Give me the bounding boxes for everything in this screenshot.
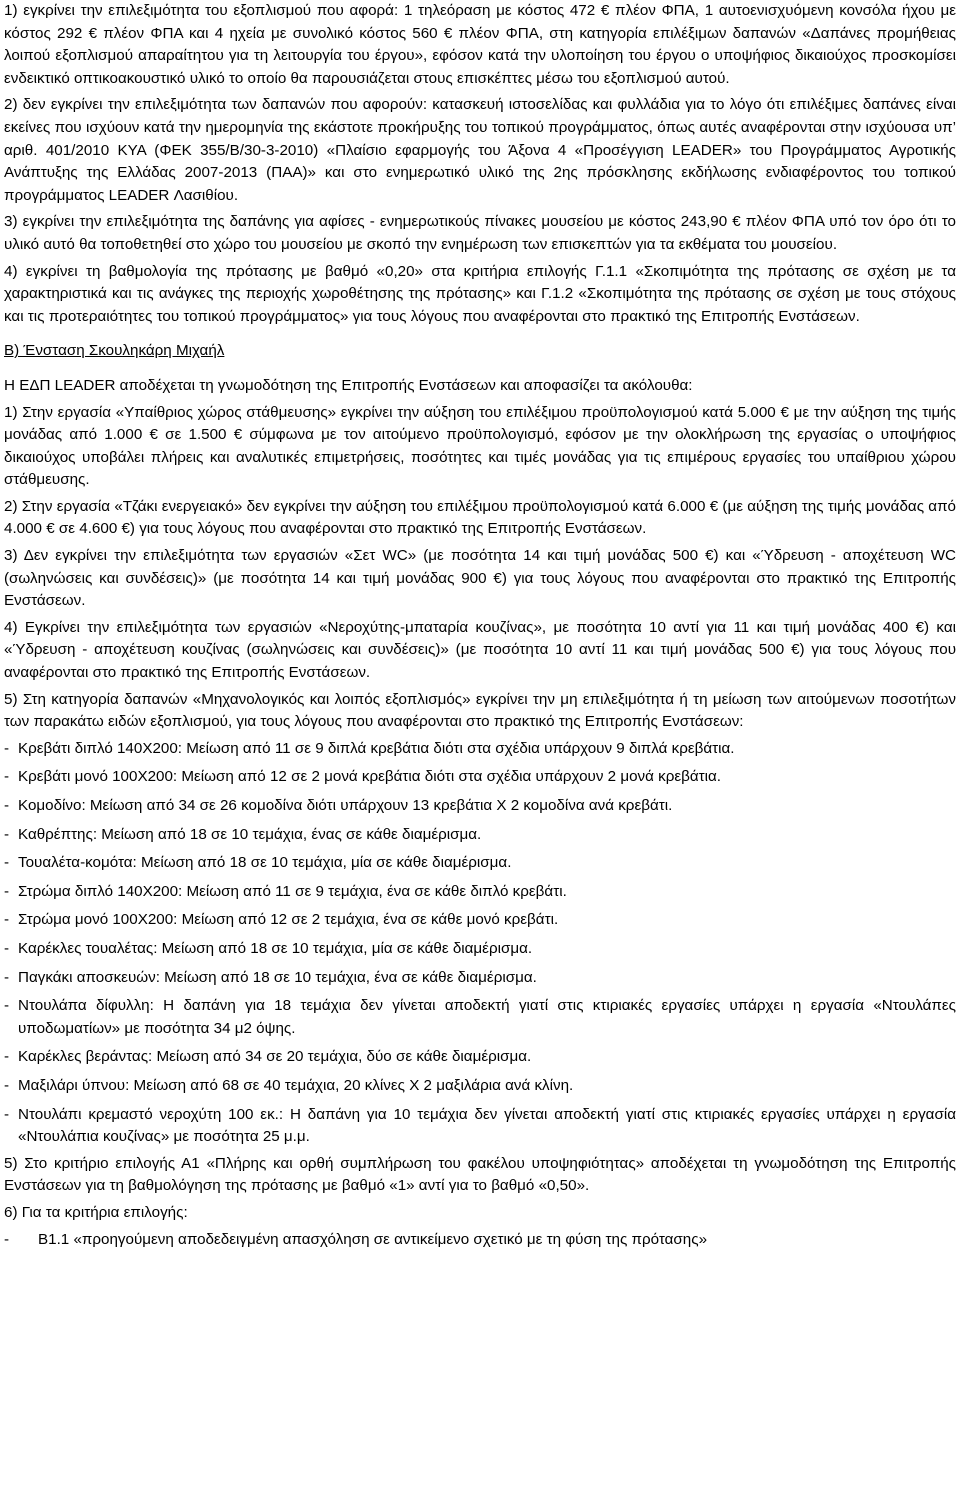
list-item: - Καρέκλες βεράντας: Μείωση από 34 σε 20 τεμάχια, δύο σε κάθε διαμέρισμα. xyxy=(4,1048,532,1066)
list-item: - Τουαλέτα-κομότα: Μείωση από 18 σε 10 τεμάχια, μία σε κάθε διαμέρισμα. xyxy=(4,854,512,872)
section-heading-b: Β) Ένσταση Σκουληκάρη Μιχαήλ xyxy=(4,342,225,360)
list-item: - Ντουλάπα δίφυλλη: Η δαπάνη για 18 τεμάχια δεν γίνεται αποδεκτή γιατί στις κτιριακές εργασίες υπάρχει η εργασία «Ντουλάπες υποδωματίων» με ποσότητα 34 μ2 όψης. xyxy=(4,997,956,1037)
list-item: - Ντουλάπι κρεμαστό νεροχύτη 100 εκ.: Η δαπάνη για 10 τεμάχια δεν γίνεται αποδεκτή γιατί στις κτιριακές εργασίες υπάρχει η εργασία «Ντουλάπια κουζίνας» με ποσότητα 25 μ.μ. xyxy=(4,1105,956,1146)
list-item: - Κρεβάτι μονό 100Χ200: Μείωση από 12 σε 2 μονά κρεβάτια διότι στα σχέδια υπάρχουν 2 μονά κρεβάτια. xyxy=(4,768,722,786)
list-item: - Στρώμα μονό 100Χ200: Μείωση από 12 σε 2 τεμάχια, ένα σε κάθε μονό κρεβάτι. xyxy=(4,911,559,929)
list-item: - Β1.1 «προηγούμενη αποδεδειγμένη απασχόληση σε αντικείμενο σχετικό με τη φύση της πρότασης» xyxy=(4,1230,708,1248)
paragraph-1: 1) εγκρίνει την επιλεξιμότητα του εξοπλισμού που αφορά: 1 τηλεόραση με κόστος 472 € πλέον ΦΠΑ, 1 αυτοενισχυόμενη κονσόλα ήχου με κόστος 292 € πλέον ΦΠΑ και 4 ηχεία με συνολικό κόστος 560 € πλέον ΦΠΑ, στη κατηγορία επιλέξιμων δαπανών «Δαπάνες προμήθειας λοιπού εξοπλισμού απαραίτητου για τη λειτουργία του έργου», εφόσον κατά την υλοποίηση του έργου ο υποψήφιος δικαιούχος προσκομίσει ενδεικτικό οπτικοακουστικό υλικό το οποίο θα παρουσιάζεται στους επισκέπτες μέσω του εξοπλισμού αυτού. xyxy=(4,2,956,87)
paragraph-2: 2) δεν εγκρίνει την επιλεξιμότητα των δαπανών που αφορούν: κατασκευή ιστοσελίδας και φυλλάδια για το λόγο ότι επιλέξιμες δαπάνες είναι εκείνες που ισχύουν κατά την ημερομηνία της εκάστοτε προκήρυξης του τοπικού προγράμματος, όπως αυτές αναφέρονται στην ισχύουσα υπ’ αριθ. 401/2010 ΚΥΑ (ΦΕΚ 355/Β/30-3-2010) «Πλαίσιο εφαρμογής του Άξονα 4 «Προσέγγιση LEADER» του Προγράμματος Αγροτικής Ανάπτυξης της Ελλάδας 2007-2013 (ΠΑΑ)» και στο ενημερωτικό υλικό της 2ης πρόσκλησης εκδήλωσης ενδιαφέροντος του τοπικού προγράμματος LEADER Λασιθίου. xyxy=(4,96,956,204)
list-item: - Καθρέπτης: Μείωση από 18 σε 10 τεμάχια, ένας σε κάθε διαμέρισμα. xyxy=(4,825,482,843)
paragraph-criterion-a1: 5) Στο κριτήριο επιλογής Α1 «Πλήρης και ορθή συμπλήρωση του φακέλου υποψηφιότητας» αποδέχεται τη γνωμοδότηση της Επιτροπής Ενστάσεων για τη βαθμολόγηση της πρότασης με βαθμό «1» αντί για το βαθμό «0,50». xyxy=(4,1154,956,1195)
list-item: - Κομοδίνο: Μείωση από 34 σε 26 κομοδίνα διότι υπάρχουν 13 κρεβάτια Χ 2 κομοδίνα ανά κρεβάτι. xyxy=(4,797,673,814)
paragraph-b5: 5) Στη κατηγορία δαπανών «Μηχανολογικός και λοιπός εξοπλισμός» εγκρίνει την μη επιλεξιμότητα ή τη μείωση των αιτούμενων ποσοτήτων των παρακάτω ειδών εξοπλισμού, για τους λόγους που αναφέρονται στο πρακτικό της Επιτροπής Ενστάσεων: xyxy=(4,690,956,731)
paragraph-b3: 3) Δεν εγκρίνει την επιλεξιμότητα των εργασιών «Σετ WC» (με ποσότητα 14 και τιμή μονάδας 500 €) και «Ύδρευση - αποχέτευση WC (σωληνώσεις και συνδέσεις)» (με ποσότητα 14 και τιμή μονάδας 900 €) για τους λόγους που αναφέρονται στο πρακτικό της Επιτροπής Ενστάσεων. xyxy=(4,547,956,610)
paragraph-4: 4) εγκρίνει τη βαθμολογία της πρότασης με βαθμό «0,20» στα κριτήρια επιλογής Γ.1.1 «Σκοπιμότητα της πρότασης σε σχέση με τα χαρακτηριστικά και τις ανάγκες της περιοχής χωροθέτησης της πρότασης» και Γ.1.2 «Σκοπιμότητα της πρότασης σε σχέση με τους στόχους και τις προτεραιότητες του τοπικού προγράμματος» για τους λόγους που αναφέρονται στο πρακτικό της Επιτροπής Ενστάσεων. xyxy=(4,262,956,325)
paragraph-b4: 4) Εγκρίνει την επιλεξιμότητα των εργασιών «Νεροχύτης-μπαταρία κουζίνας», με ποσότητα 10 αντί για 11 και τιμή μονάδας 400 €) και «Ύδρευση - αποχέτευση κουζίνας (σωληνώσεις και συνδέσεις)» (με ποσότητα 10 αντί 11 και τιμή μονάδας 500 €) για τους λόγους που αναφέρονται στο πρακτικό της Επιτροπής Ενστάσεων. xyxy=(4,618,956,682)
list-item: - Κρεβάτι διπλό 140Χ200: Μείωση από 11 σε 9 διπλά κρεβάτια διότι στα σχέδια υπάρχουν 9 διπλά κρεβάτια. xyxy=(4,739,735,757)
paragraph-b2: 2) Στην εργασία «Τζάκι ενεργειακό» δεν εγκρίνει την αύξηση του επιλέξιμου προϋπολογισμού κατά 6.000 € (με αύξηση της τιμής μονάδας από 4.000 € σε 4.600 €) για τους λόγους που αναφέρονται στο πρακτικό της Επιτροπής Ενστάσεων. xyxy=(4,497,956,538)
section-b-intro: Η ΕΔΠ LEADER αποδέχεται τη γνωμοδότηση της Επιτροπής Ενστάσεων και αποφασίζει τα ακόλουθα: xyxy=(4,376,693,394)
equipment-list xyxy=(4,738,956,1149)
paragraph-b1: 1) Στην εργασία «Υπαίθριος χώρος στάθμευσης» εγκρίνει την αύξηση του επιλέξιμου προϋπολογισμού κατά 5.000 € με την αύξηση της τιμής μονάδας από 1.000 € σε 1.500 € σύμφωνα με τον αιτούμενο προϋπολογισμό, εφόσον με την ολοκλήρωση της εργασίας ο υποψήφιος δικαιούχος υποβάλει πλήρεις και αναλυτικές επιμετρήσεις, ποσότητες και τιμές μονάδας για τις επιμέρους εργασίες του υπαίθριου χώρου στάθμευσης. xyxy=(4,403,956,489)
paragraph-3: 3) εγκρίνει την επιλεξιμότητα της δαπάνης για αφίσες - ενημερωτικούς πίνακες μουσείου με κόστος 243,90 € πλέον ΦΠΑ υπό τον όρο ότι το υλικό αυτό θα τοποθετηθεί στο χώρο του μουσείου με σκοπό την ενημέρωση των επισκεπτών για τα εκθέματα του μουσείου. xyxy=(4,213,956,253)
list-item: - Καρέκλες τουαλέτας: Μείωση από 18 σε 10 τεμάχια, μία σε κάθε διαμέρισμα. xyxy=(4,939,533,957)
paragraph-b6: 6) Για τα κριτήρια επιλογής: xyxy=(4,1203,188,1221)
list-item: - Μαξιλάρι ύπνου: Μείωση από 68 σε 40 τεμάχια, 20 κλίνες Χ 2 μαξιλάρια ανά κλίνη. xyxy=(4,1076,574,1094)
list-item: - Παγκάκι αποσκευών: Μείωση από 18 σε 10 τεμάχια, ένα σε κάθε διαμέρισμα. xyxy=(4,968,537,986)
list-item: - Στρώμα διπλό 140Χ200: Μείωση από 11 σε 9 τεμάχια, ένα σε κάθε διπλό κρεβάτι. xyxy=(4,882,567,900)
